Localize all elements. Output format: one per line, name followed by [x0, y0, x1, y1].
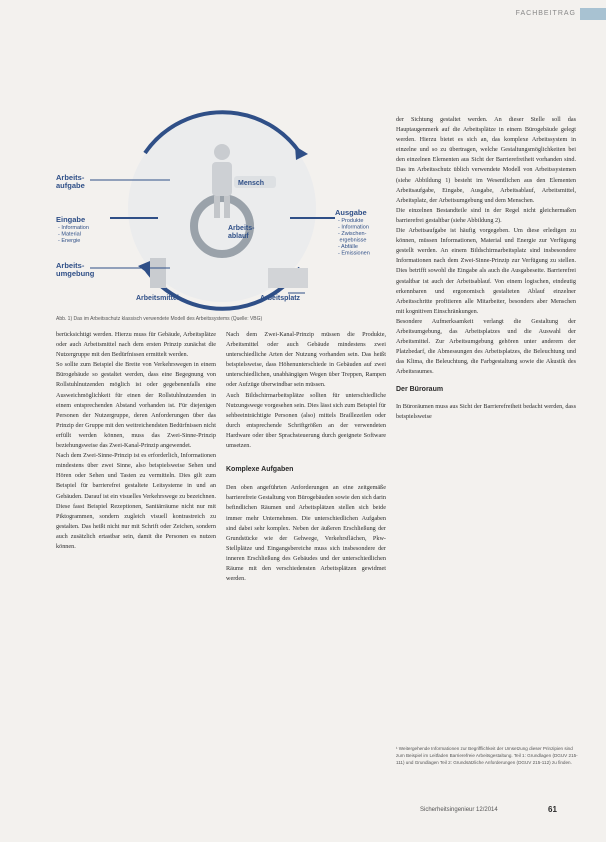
arbeitsmittel-label: Arbeitsmittel: [136, 295, 179, 302]
paragraph: Nach dem Zwei-Kanal-Prinzip müssen die Produkte, Arbeitsmittel oder auch Gebäude mindestens zwei unterschiedliche Arten der Nutzung vorhanden sein. Das heißt beispielsweise, dass Höhenunterschiede in Gebäuden auf zwei unterschiedlichen, unabhängigen Wegen über Treppen, Rampen oder Aufzüge überwindbar sein müssen.: [226, 331, 386, 389]
column-3: [396, 115, 576, 422]
journal-footer: Sicherheitsingenieur 12/2014: [420, 807, 498, 813]
arbeitsumgebung-label: Arbeits-umgebung: [56, 261, 95, 278]
paragraph: berücksichtigt werden. Hierzu muss für Gebäude, Arbeitsplätze oder auch Arbeitsmittel nach dem ersten Prinzip zunächst die Nutzergruppe mit den Bedürfnissen ermittelt werden.: [56, 331, 216, 359]
ausgabe-items: - Produkte - Information - Zwischen- ergebnisse - Abfälle - Emissionen: [338, 218, 370, 257]
page-number: 61: [548, 805, 557, 814]
paragraph: Die Arbeitsaufgabe ist häufig vorgegeben. Um diese erledigen zu können, müssen Informationen, Material und Energie zur Verfügung gestellt werden. An einem Bildschirmarbeitsplatz sind insbesondere Informationen nach dem Zwei-Sinne-Prinzip zur Verfügung zu stellen. Dies betrifft sowohl die Eingabe als auch die Ausgabeseite. Barrierefrei gestaltbar ist auch der Arbeitsablauf. Von einem logischen, eindeutig erkennbaren und ergonomisch gestalteten Ablauf einzelner Arbeitsschritte profitieren alle Mitarbeiter, besonders aber Menschen mit kognitiven Einschränkungen.: [396, 227, 576, 315]
header-accent-bar: [580, 8, 606, 20]
paragraph: Nach dem Zwei-Sinne-Prinzip ist es erforderlich, Informationen mindestens über zwei Sinne, also beispielsweise Sehen und Hören oder Sehen und Tasten zu vermitteln. Dies gilt zum Beispiel für barrierefrei gestaltete Leitsysteme in und an Gebäuden. Darauf ist ein visuelles Verkehrswege zu bezeichnen. Diese fasst Beispiel Rezeptionen, Sanitärräume nicht nur mit Piktogrammen, sondern zugleich visuell kontrastreich zu gestalten. Das heißt nicht nur mit Schrift oder Zeichen, sondern auch zusätzlich ertastbar sein, damit die Personen es nutzen können.: [56, 452, 216, 550]
paragraph: Den oben angeführten Anforderungen an eine zeitgemäße barrierefreie Gestaltung von Bürogebäuden sowie den sich darin befindlichen Räumen und Arbeitsplätzen stellen sich beide immer mehr Unternehmen. Die unterschiedlichen Aufgaben sind dabei sehr komplex. Neben der äußeren Erschließung der Grundstücke wie der Gehwege, Verkehrsflächen, Pkw-Stellplätze und Eingangsbereiche muss sich insbesondere der inneren Erschließung des Gebäudes und der unterschiedlichen Räume mit den verschiedensten Arbeitsplätzen gewidmet werden.: [226, 484, 386, 583]
section-label: FACHBEITRAG: [515, 10, 576, 17]
paragraph: der Sichtung gestaltet werden. An dieser Stelle soll das Hauptaugenmerk auf die Arbeitsplätze in einem Bürogebäude gelegt werden. Hierzu bietet es sich an, das komplexe Arbeitssystem in einzelne und so zu übertragen, welche Gestaltungsmöglichkeiten bei den einzelnen Elementen aus Sicht der Barrierefreiheit vorhanden sind. Das im Arbeitsschutz üblich verwendete Modell von Arbeitssystemen (siehe Abbildung 1) besteht im Wesentlichen aus den Elementen Arbeitsaufgabe, Eingabe, Ausgabe, Arbeitsablauf, Arbeitsmittel, Arbeitsplatz, der Arbeitsumgebung und dem Menschen.: [396, 116, 576, 204]
mensch-label: Mensch: [238, 180, 265, 187]
paragraph: Auch Bildschirmarbeitsplätze sollten für unterschiedliche Nutzungswege vorgesehen sein. Dies lässt sich zum Beispiel für sehbeeinträchtigte Personen (also) mittels Braillezeilen oder durch entsprechende Schriftgrößen an der verwendeten Hardware oder über Sprachsteuerung durch geeignete Software umsetzen.: [226, 391, 386, 450]
work-system-diagram: [50, 108, 392, 313]
subheading: Komplexe Aufgaben: [226, 466, 294, 474]
paragraph: Besondere Aufmerksamkeit verlangt die Gestaltung der Arbeitsumgebung, das Arbeitsplatzes und die Auswahl der Arbeitsmittel. Zur Arbeitsumgebung gehören unter anderem der Platzbedarf, die Abmessungen des Arbeitsplatzes, die Beleuchtung und das Klima, die Beleuchtung, die Farbgestaltung sowie die Akustik des Arbeitsraumes.: [396, 317, 576, 376]
paragraph: In Büroräumen muss aus Sicht der Barrierefreiheit bedacht werden, dass beispielsweise: [396, 402, 576, 420]
paragraph: Die einzelnen Bestandteile sind in der Regel nicht gleichermaßen barrierefrei gestaltbar (siehe Abbildung 2).: [396, 206, 576, 224]
ausgabe-label: Ausgabe: [335, 208, 367, 217]
column-2: [226, 330, 386, 584]
arbeitsplatz-label: Arbeitsplatz: [260, 295, 301, 302]
paragraph: So sollte zum Beispiel die Breite von Verkehrswegen in einem Bürogebäude so gestaltet werden, dass eine Begegnung von Rollstuhlnutzenden möglich ist oder gegebenenfalls eine Ausweichmöglichkeit für einen der Rollstuhlnutzenden in einem entsprechenden Abstand vorhanden ist. Für diejenigen Personen der Nutzergruppe, deren Anforderungen über das Prinzip der Gruppe mit den weitreichendsten Bedürfnissen nicht erfüllt werden können, muss das Zwei-Sinne-Prinzip beziehungsweise das Zwei-Kanal-Prinzip angewendet.: [56, 361, 216, 450]
column-1: [56, 330, 216, 552]
subheading: Der Büroraum: [396, 386, 444, 394]
footnote: ¹ Weitergehende Informationen zur Begrifflichkeit der Umsetzung dieser Prinzipien sind zum Beispiel im Leitfaden Barrierefreie Arbeitsgestaltung. Teil 1: Grundlagen (DGUV 215-111) und Grundlagen Teil 2: Grundsätzliche Anforderungen (DGUV 215-112) zu finden.: [396, 746, 578, 765]
arbeitsablauf-label: Arbeits-ablauf: [228, 225, 255, 240]
eingabe-label: Eingabe: [56, 215, 86, 224]
figure-caption: Abb. 1) Das im Arbeitsschutz klassisch verwendete Modell des Arbeitssystems (Quelle: VBG): [56, 316, 263, 322]
eingabe-items: - Information - Material - Energie: [58, 225, 89, 244]
arbeitsaufgabe-label: Arbeits-aufgabe: [56, 173, 85, 190]
